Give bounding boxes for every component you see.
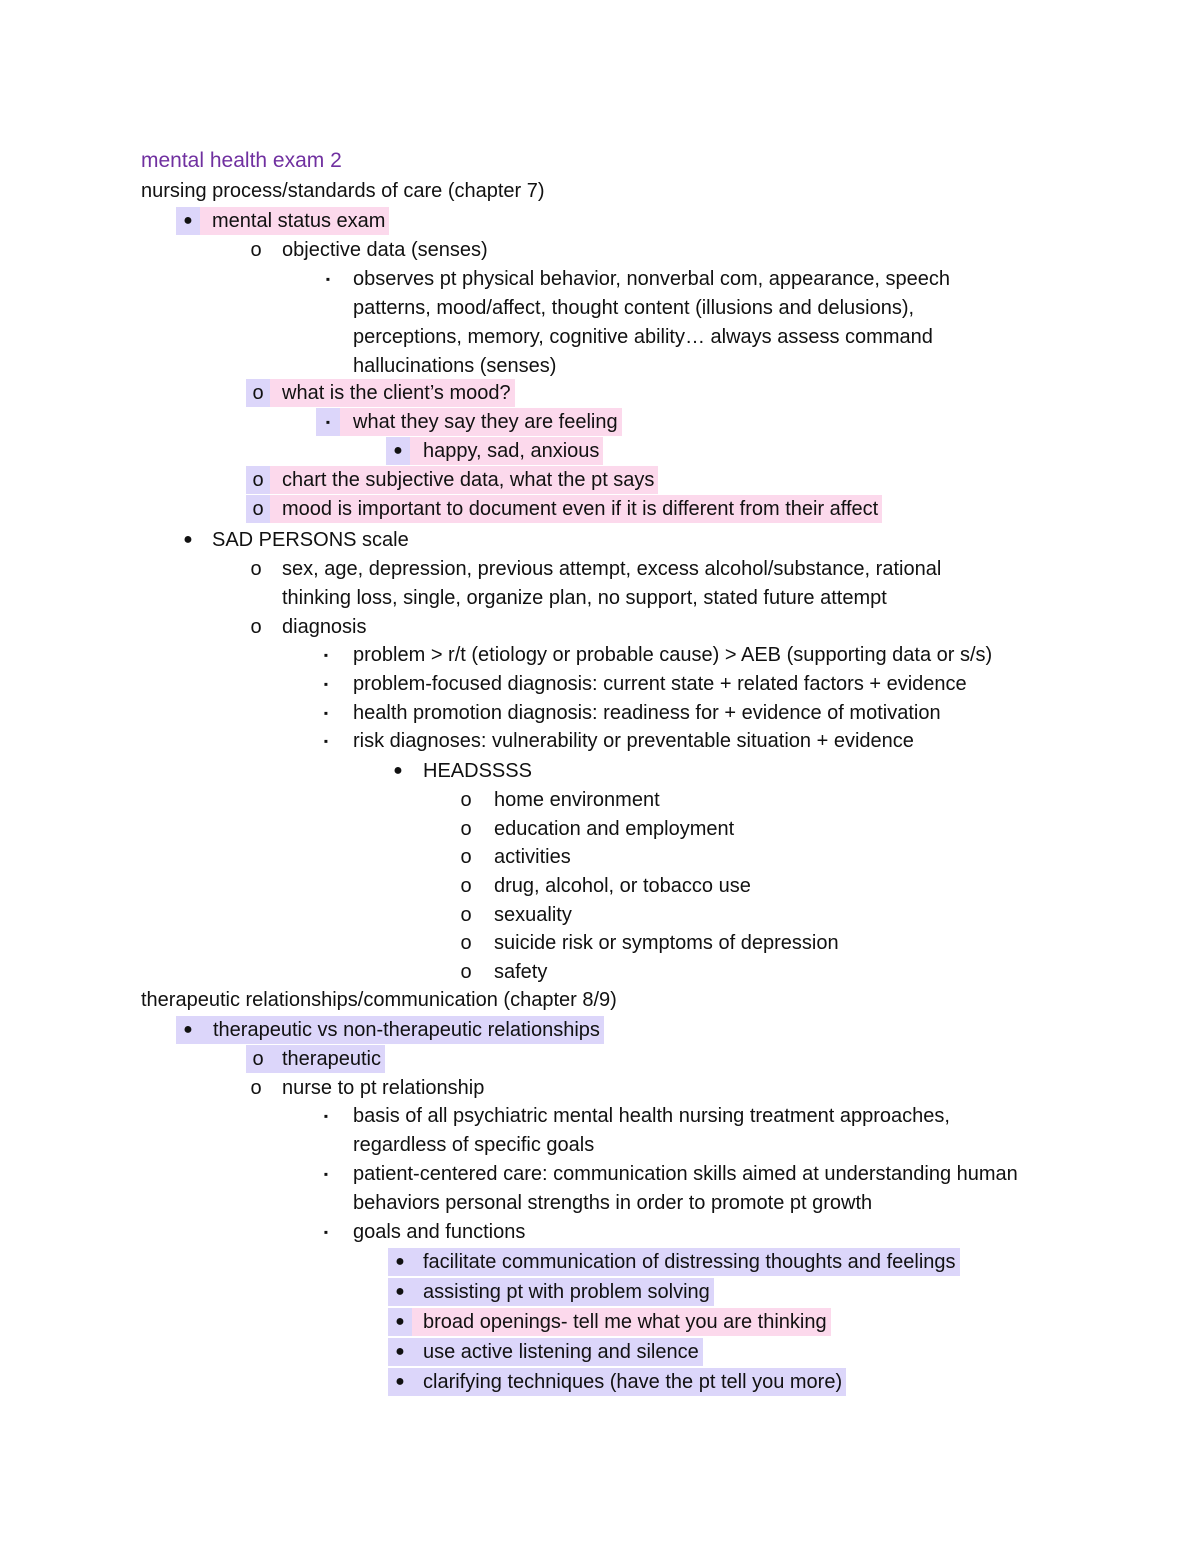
- list-item: [388, 1278, 788, 1306]
- list-item: [454, 901, 954, 929]
- list-item: [244, 555, 1004, 609]
- list-item-text: therapeutic vs non-therapeutic relationships: [200, 1016, 604, 1044]
- list-item: [454, 872, 954, 900]
- list-item: [316, 265, 1016, 377]
- bullet-marker: ●: [183, 531, 193, 548]
- bullet-marker: ●: [393, 762, 403, 779]
- square-marker: ▪: [323, 1167, 329, 1181]
- list-item-text: basis of all psychiatric mental health nursing treatment approaches, regardless of specific goals: [353, 1105, 950, 1156]
- list-item: [244, 613, 644, 641]
- list-item: [314, 699, 1054, 727]
- list-item: [386, 757, 686, 785]
- circle-marker: o: [246, 379, 270, 407]
- list-item-text: assisting pt with problem solving: [412, 1278, 714, 1306]
- circle-marker: o: [460, 789, 472, 811]
- list-item-text: mood is important to document even if it is different from their affect: [270, 495, 882, 523]
- bullet-marker: ●: [388, 1308, 412, 1336]
- list-item: [314, 1218, 714, 1246]
- circle-marker: o: [460, 846, 472, 868]
- list-item: [454, 929, 954, 957]
- list-item-text: patient-centered care: communication skills aimed at understanding human behaviors personal strengths in order to promote pt growth: [353, 1163, 1018, 1214]
- list-item: [244, 236, 944, 264]
- list-item: [246, 466, 946, 494]
- list-item: [246, 495, 966, 523]
- square-marker: ▪: [323, 1109, 329, 1123]
- list-item-text: SAD PERSONS scale: [212, 529, 409, 551]
- bullet-marker: ●: [176, 1016, 200, 1044]
- list-item: [388, 1248, 1028, 1276]
- circle-marker: o: [460, 818, 472, 840]
- list-item: [388, 1338, 788, 1366]
- list-item-text: activities: [494, 846, 571, 868]
- list-item: [176, 526, 576, 554]
- list-item-text: drug, alcohol, or tobacco use: [494, 875, 751, 897]
- list-item-text: home environment: [494, 789, 660, 811]
- list-item: [246, 1045, 546, 1073]
- circle-marker: o: [460, 961, 472, 983]
- list-item-text: education and employment: [494, 818, 735, 840]
- list-item: [244, 1074, 644, 1102]
- list-item-text: sex, age, depression, previous attempt, excess alcohol/substance, rational thinking loss, single, organize plan, no support, stated future attempt: [282, 558, 942, 609]
- list-item-text: objective data (senses): [282, 239, 488, 261]
- list-item-text: risk diagnoses: vulnerability or preventable situation + evidence: [353, 730, 914, 752]
- list-item-text: broad openings- tell me what you are thinking: [412, 1308, 831, 1336]
- list-item-text: therapeutic: [270, 1045, 385, 1073]
- list-item-text: facilitate communication of distressing thoughts and feelings: [412, 1248, 960, 1276]
- list-item: [386, 437, 1086, 465]
- circle-marker: o: [460, 904, 472, 926]
- bullet-marker: ●: [386, 437, 410, 465]
- list-item-text: use active listening and silence: [412, 1338, 703, 1366]
- section-heading: therapeutic relationships/communication (chapter 8/9): [141, 989, 617, 1011]
- list-item: [454, 815, 954, 843]
- list-item: [246, 379, 946, 407]
- list-item: [316, 408, 1016, 436]
- list-item-text: what they say they are feeling: [340, 408, 622, 436]
- circle-marker: o: [250, 1077, 262, 1099]
- square-marker: ▪: [323, 706, 329, 720]
- list-item-text: clarifying techniques (have the pt tell you more): [412, 1368, 846, 1396]
- list-item: [176, 1016, 656, 1044]
- circle-marker: o: [460, 932, 472, 954]
- section-heading: nursing process/standards of care (chapter 7): [141, 180, 545, 202]
- square-marker: ▪: [325, 272, 331, 286]
- list-item-text: chart the subjective data, what the pt says: [270, 466, 658, 494]
- circle-marker: o: [246, 1045, 270, 1073]
- list-item: [314, 670, 1054, 698]
- circle-marker: o: [250, 558, 262, 580]
- bullet-marker: ●: [388, 1278, 412, 1306]
- list-item-text: what is the client’s mood?: [270, 379, 515, 407]
- list-item-text: problem-focused diagnosis: current state + related factors + evidence: [353, 673, 967, 695]
- list-item-text: problem > r/t (etiology or probable cause) > AEB (supporting data or s/s): [353, 644, 993, 666]
- bullet-marker: ●: [388, 1338, 412, 1366]
- list-item: [388, 1308, 888, 1336]
- list-item: [314, 1160, 1034, 1214]
- list-item: [314, 1102, 1034, 1156]
- bullet-marker: ●: [176, 207, 200, 235]
- list-item: [388, 1368, 908, 1396]
- list-item-text: safety: [494, 961, 548, 983]
- list-item: [314, 641, 1054, 669]
- list-item: [454, 958, 954, 986]
- list-item-text: nurse to pt relationship: [282, 1077, 485, 1099]
- list-item-text: diagnosis: [282, 616, 367, 638]
- bullet-marker: ●: [388, 1368, 412, 1396]
- document-title: mental health exam 2: [141, 149, 342, 172]
- square-marker: ▪: [323, 1225, 329, 1239]
- circle-marker: o: [460, 875, 472, 897]
- circle-marker: o: [250, 239, 262, 261]
- list-item-text: HEADSSSS: [423, 760, 532, 782]
- list-item: [314, 727, 1054, 755]
- square-marker: ▪: [316, 408, 340, 436]
- list-item-text: health promotion diagnosis: readiness for + evidence of motivation: [353, 702, 941, 724]
- list-item: [454, 843, 954, 871]
- list-item: [454, 786, 954, 814]
- square-marker: ▪: [323, 734, 329, 748]
- list-item: [176, 207, 402, 235]
- square-marker: ▪: [323, 677, 329, 691]
- list-item-text: sexuality: [494, 904, 572, 926]
- list-item-text: goals and functions: [353, 1221, 526, 1243]
- bullet-marker: ●: [388, 1248, 412, 1276]
- list-item-text: observes pt physical behavior, nonverbal com, appearance, speech patterns, mood/affect, thought content (illusions and delusions), perceptions, memory, cognitive ability… always assess command hallucinations (senses): [353, 268, 951, 377]
- list-item-text: mental status exam: [200, 207, 389, 235]
- list-item-text: happy, sad, anxious: [410, 437, 603, 465]
- circle-marker: o: [246, 495, 270, 523]
- list-item-text: suicide risk or symptoms of depression: [494, 932, 839, 954]
- circle-marker: o: [246, 466, 270, 494]
- square-marker: ▪: [323, 648, 329, 662]
- circle-marker: o: [250, 616, 262, 638]
